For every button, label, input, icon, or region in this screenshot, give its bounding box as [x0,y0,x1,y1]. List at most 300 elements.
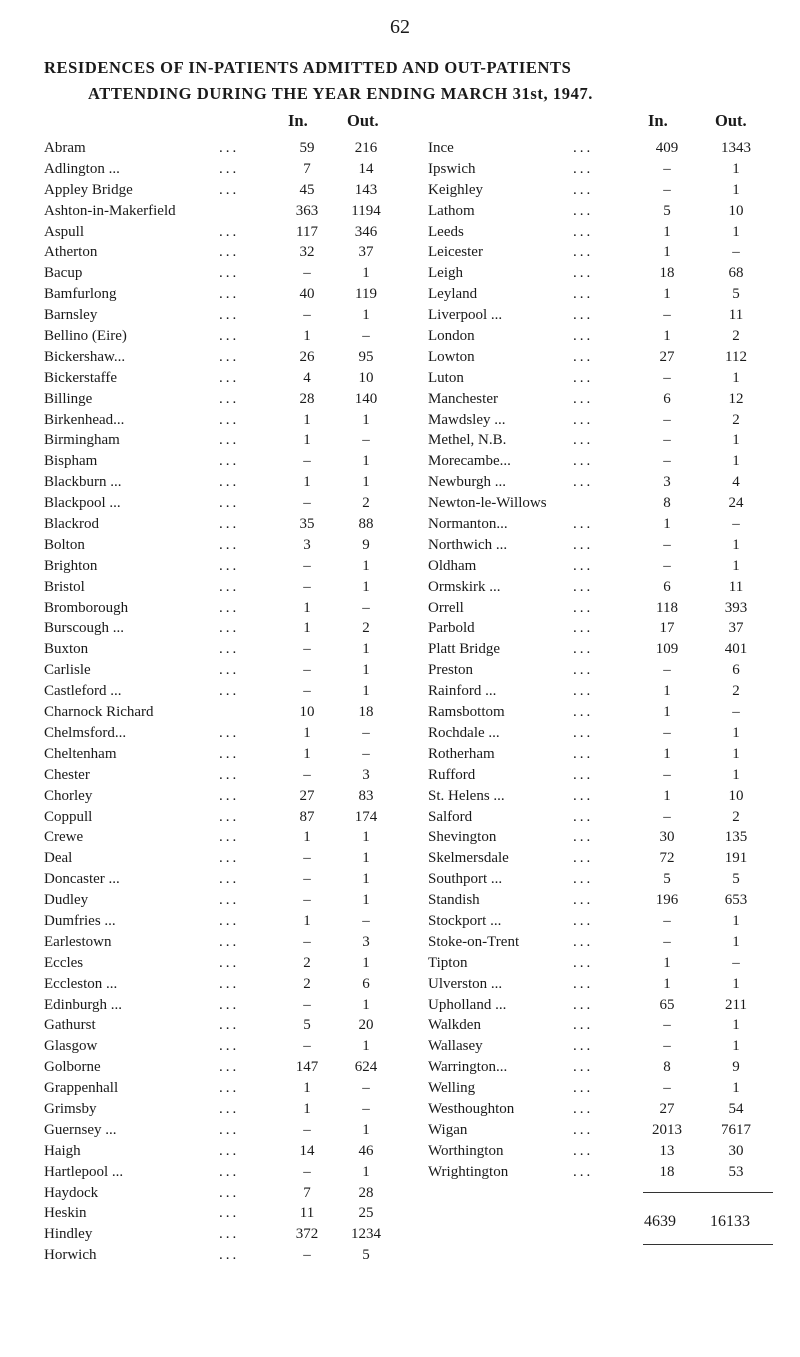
in-patients-count: – [663,912,671,929]
out-patients-count: 211 [725,996,747,1013]
leader-dots: ... [219,140,240,156]
in-patients-count: – [303,933,311,950]
table-row [44,412,414,433]
table-row [44,997,414,1018]
place-name: Leeds [428,223,464,240]
table-row [44,1122,414,1143]
out-patients-count: 1 [732,933,740,950]
table-row [44,307,414,328]
leader-dots: ... [219,348,240,365]
table-row [44,641,414,662]
place-name: Upholland ... [428,996,507,1013]
place-name: Southport ... [428,871,503,888]
place-name: Haydock [44,1184,99,1201]
leader-dots: ... [573,787,594,804]
table-row [428,620,768,641]
in-patients-count: – [663,369,671,386]
out-patients-count: 1 [732,1080,740,1097]
out-patients-count: 7617 [721,1121,751,1138]
out-patients-count: 1 [362,557,370,574]
leader-dots: ... [219,390,240,407]
leader-dots: ... [219,495,240,512]
place-name: Northwich ... [428,536,508,553]
in-patients-count: – [303,578,311,595]
out-patients-count: 140 [354,390,378,407]
place-name: Wigan [428,1121,468,1138]
table-row [428,809,768,830]
leader-dots: ... [219,808,240,825]
out-patients-count: 95 [358,348,374,365]
table-row [44,1038,414,1059]
out-patients-count: 1 [732,432,740,449]
place-name: Earlestown [44,933,112,950]
out-patients-count: 1 [362,829,370,846]
out-patients-count: 1 [362,641,370,658]
page-title-line-2: ATTENDING DURING THE YEAR ENDING MARCH 31st, 1947. [88,84,594,103]
out-patients-count: 6 [362,975,370,992]
in-patients-count: 32 [299,244,315,261]
in-patients-count: 18 [659,265,675,282]
in-patients-count: – [663,724,671,741]
in-patients-count: – [303,307,311,324]
place-name: Rochdale ... [428,724,500,741]
table-row [44,558,414,579]
leader-dots: ... [219,536,240,553]
in-patients-count: – [663,557,671,574]
out-patients-count: – [362,599,370,616]
leader-dots: ... [573,265,594,282]
out-patients-count: 1 [362,453,370,470]
in-patients-count: – [663,453,671,470]
out-patients-count: 624 [354,1059,378,1076]
leader-dots: ... [219,1017,240,1034]
out-patients-count: 83 [358,787,374,804]
leader-dots: ... [219,1163,240,1180]
place-name: Birmingham [44,432,120,449]
place-name: Leicester [428,244,483,261]
table-row [44,349,414,370]
place-name: Ormskirk ... [428,578,501,595]
place-name: Luton [428,369,464,386]
in-patients-count: 1 [303,1080,311,1097]
place-name: Golborne [44,1059,101,1076]
leader-dots: ... [573,307,594,324]
table-row [428,1143,768,1164]
place-name: Cheltenham [44,745,117,762]
table-row [44,850,414,871]
in-patients-count: – [663,1017,671,1034]
leader-dots: ... [573,1121,594,1138]
in-patients-count: 1 [303,912,311,929]
table-row [44,620,414,641]
in-patients-count: 1 [663,954,671,971]
leader-dots: ... [219,1226,240,1243]
table-row [428,997,768,1018]
out-patients-count: – [732,244,740,261]
table-row [44,1164,414,1185]
in-patients-count: – [663,181,671,198]
place-name: Castleford ... [44,683,122,700]
table-row [428,537,768,558]
table-row [44,516,414,537]
out-patients-count: – [732,954,740,971]
out-patients-count: 1 [362,1121,370,1138]
out-patients-count: – [362,724,370,741]
in-patients-count: 14 [299,1142,315,1159]
out-patients-count: 174 [354,808,378,825]
table-row [44,182,414,203]
place-name: London [428,328,475,345]
place-name: Stockport ... [428,912,502,929]
in-patients-count: 11 [299,1205,315,1222]
right-in-header: In. [648,111,668,130]
page-title-line-1: RESIDENCES OF IN-PATIENTS ADMITTED AND OUT-PATIENTS [44,58,572,77]
table-row [44,495,414,516]
leader-dots: ... [219,265,240,282]
in-patients-count: – [663,411,671,428]
in-patients-count: 87 [299,808,315,825]
table-row [428,370,768,391]
out-patients-count: 1 [732,724,740,741]
table-row [428,474,768,495]
in-patients-count: – [663,662,671,679]
table-row [44,328,414,349]
in-patients-count: 363 [295,202,319,219]
leader-dots: ... [573,1100,594,1117]
in-patients-count: 3 [663,474,671,491]
out-patients-count: 10 [728,202,744,219]
out-patients-count: 1 [732,369,740,386]
table-row [428,829,768,850]
place-name: Shevington [428,829,497,846]
out-patients-count: 37 [728,620,744,637]
in-patients-count: – [303,1038,311,1055]
out-patients-count: 191 [724,850,748,867]
table-row [44,1247,414,1268]
leader-dots: ... [573,871,594,888]
leader-dots: ... [573,516,594,533]
table-row [44,1143,414,1164]
leader-dots: ... [573,536,594,553]
out-patients-count: 1 [362,871,370,888]
table-row [428,203,768,224]
table-row [44,1017,414,1038]
table-row [44,767,414,788]
place-name: Deal [44,850,73,867]
in-patients-count: 18 [659,1163,675,1180]
place-name: Preston [428,662,473,679]
place-name: Carlisle [44,662,91,679]
left-column-table [44,140,414,1268]
in-patients-count: 1 [303,745,311,762]
in-patients-count: 45 [299,181,315,198]
leader-dots: ... [219,557,240,574]
leader-dots: ... [573,181,594,198]
place-name: Lowton [428,348,475,365]
out-patients-count: 1 [732,745,740,762]
place-name: Normanton... [428,516,508,533]
in-patients-count: 1 [303,724,311,741]
place-name: Coppull [44,808,93,825]
in-patients-count: 6 [663,578,671,595]
table-row [428,1101,768,1122]
table-row [428,391,768,412]
in-patients-count: 1 [663,286,671,303]
table-row [44,871,414,892]
in-patients-count: 27 [299,787,315,804]
table-row [44,1185,414,1206]
leader-dots: ... [219,328,240,345]
table-row [44,955,414,976]
place-name: Dumfries ... [44,912,116,929]
out-patients-count: 1 [732,1038,740,1055]
leader-dots: ... [219,1247,240,1264]
out-patients-count: 11 [728,578,744,595]
table-row [428,265,768,286]
place-name: Gathurst [44,1017,96,1034]
leader-dots: ... [573,411,594,428]
table-row [428,600,768,621]
leader-dots: ... [219,745,240,762]
table-row [428,432,768,453]
table-row [428,704,768,725]
in-patients-count: 147 [295,1059,319,1076]
table-row [44,1205,414,1226]
left-in-header: In. [288,111,308,130]
in-patients-count: 5 [303,1017,311,1034]
leader-dots: ... [573,202,594,219]
table-row [44,683,414,704]
in-patients-count: – [663,536,671,553]
place-name: Lathom [428,202,475,219]
place-name: Edinburgh ... [44,996,123,1013]
place-name: Blackrod [44,516,99,533]
leader-dots: ... [573,578,594,595]
table-row [428,1080,768,1101]
place-name: Blackpool ... [44,495,121,512]
in-patients-count: 109 [655,641,679,658]
place-name: Bellino (Eire) [44,328,127,345]
leader-dots: ... [219,1121,240,1138]
table-row [428,579,768,600]
out-patients-count: 25 [358,1205,374,1222]
in-patients-count: – [303,1163,311,1180]
out-patients-count: 216 [354,140,378,156]
leader-dots: ... [219,474,240,491]
out-patients-count: 24 [728,495,744,512]
out-patients-count: 46 [358,1142,374,1159]
in-patients-count: 1 [663,244,671,261]
place-name: Manchester [428,390,498,407]
out-patients-count: 2 [732,683,740,700]
out-patients-count: 1 [362,265,370,282]
place-name: Eccles [44,954,84,971]
place-name: Platt Bridge [428,641,501,658]
out-patients-count: 1 [732,975,740,992]
table-row [44,725,414,746]
out-patients-count: 1 [362,996,370,1013]
place-name: Morecambe... [428,453,511,470]
in-patients-count: 5 [663,202,671,219]
table-row [44,662,414,683]
page-number: 62 [390,16,410,38]
leader-dots: ... [573,432,594,449]
table-row [44,432,414,453]
in-patients-count: 1 [663,223,671,240]
leader-dots: ... [219,892,240,909]
out-patients-count: 20 [358,1017,374,1034]
in-patients-count: 6 [663,390,671,407]
out-patients-count: 1 [362,662,370,679]
table-row [44,1059,414,1080]
leader-dots: ... [573,1142,594,1159]
leader-dots: ... [219,954,240,971]
leader-dots: ... [219,871,240,888]
place-name: Burscough ... [44,620,124,637]
out-patients-count: 2 [732,808,740,825]
out-patients-count: 88 [358,516,374,533]
in-patients-count: – [303,557,311,574]
leader-dots: ... [573,1080,594,1097]
place-name: Birkenhead... [44,411,125,428]
table-row [44,474,414,495]
out-patients-count: 1343 [721,140,751,156]
leader-dots: ... [219,1142,240,1159]
in-patients-count: 26 [299,348,315,365]
in-patients-count: – [663,808,671,825]
in-patients-count: – [303,265,311,282]
in-patients-count: 1 [663,787,671,804]
in-patients-count: – [303,1247,311,1264]
leader-dots: ... [219,160,240,177]
place-name: Adlington ... [44,160,120,177]
table-row [44,453,414,474]
leader-dots: ... [573,140,594,156]
leader-dots: ... [219,933,240,950]
out-patients-count: 2 [732,411,740,428]
table-row [428,307,768,328]
in-patients-count: 17 [659,620,675,637]
in-patients-count: 1 [663,704,671,721]
table-row [44,788,414,809]
place-name: Liverpool ... [428,307,503,324]
leader-dots: ... [573,474,594,491]
place-name: Wallasey [428,1038,483,1055]
out-patients-count: 1 [362,892,370,909]
leader-dots: ... [573,829,594,846]
place-name: Aspull [44,223,85,240]
place-name: Bickerstaffe [44,369,118,386]
out-patients-count: 135 [724,829,748,846]
place-name: Barnsley [44,307,98,324]
place-name: Glasgow [44,1038,98,1055]
place-name: Charnock Richard [44,704,154,721]
leader-dots: ... [219,453,240,470]
table-row [44,203,414,224]
out-patients-count: 68 [728,265,744,282]
place-name: Bamfurlong [44,286,117,303]
table-row [44,1226,414,1247]
out-patients-count: 28 [358,1184,374,1201]
leader-dots: ... [573,954,594,971]
leader-dots: ... [219,787,240,804]
in-patients-count: 65 [659,996,675,1013]
out-patients-count: 12 [728,390,744,407]
table-row [428,955,768,976]
in-patients-count: – [663,1080,671,1097]
in-patients-count: 7 [303,160,311,177]
place-name: Worthington [428,1142,504,1159]
place-name: Newburgh ... [428,474,507,491]
out-patients-count: 5 [732,871,740,888]
leader-dots: ... [573,390,594,407]
out-patients-count: 2 [362,620,370,637]
place-name: Horwich [44,1247,97,1264]
leader-dots: ... [219,223,240,240]
leader-dots: ... [573,599,594,616]
out-patients-count: 5 [362,1247,370,1264]
in-patients-count: 72 [659,850,675,867]
table-row [428,976,768,997]
in-patients-count: 2013 [652,1121,682,1138]
place-name: Bickershaw... [44,348,126,365]
out-patients-count: 4 [732,474,740,491]
leader-dots: ... [219,599,240,616]
place-name: Dudley [44,892,89,909]
in-patients-count: 59 [299,140,315,156]
in-patients-count: 1 [663,975,671,992]
leader-dots: ... [573,244,594,261]
in-patients-count: – [303,996,311,1013]
out-patients-count: 112 [725,348,747,365]
place-name: Crewe [44,829,84,846]
place-name: Chorley [44,787,93,804]
out-patients-count: 9 [362,536,370,553]
leader-dots: ... [573,724,594,741]
leader-dots: ... [573,996,594,1013]
in-patients-count: – [303,892,311,909]
in-patients-count: – [663,933,671,950]
leader-dots: ... [573,641,594,658]
leader-dots: ... [573,369,594,386]
leader-dots: ... [219,432,240,449]
place-name: Blackburn ... [44,474,122,491]
in-patients-count: 118 [656,599,678,616]
leader-dots: ... [573,1163,594,1180]
out-patients-count: 1234 [351,1226,381,1243]
place-name: Leigh [428,265,463,282]
place-name: Wrightington [428,1163,509,1180]
place-name: Doncaster ... [44,871,120,888]
in-patients-count: 13 [659,1142,675,1159]
table-row [428,1038,768,1059]
leader-dots: ... [219,286,240,303]
out-patients-count: 37 [358,244,374,261]
table-row [428,224,768,245]
leader-dots: ... [573,286,594,303]
table-row [428,662,768,683]
in-patients-count: 27 [659,348,675,365]
out-patients-count: 6 [732,662,740,679]
place-name: Methel, N.B. [428,432,507,449]
leader-dots: ... [219,1080,240,1097]
place-name: Bristol [44,578,85,595]
place-name: Grimsby [44,1100,97,1117]
table-row [44,892,414,913]
in-patients-count: 3 [303,536,311,553]
table-row [428,1017,768,1038]
table-row [428,871,768,892]
